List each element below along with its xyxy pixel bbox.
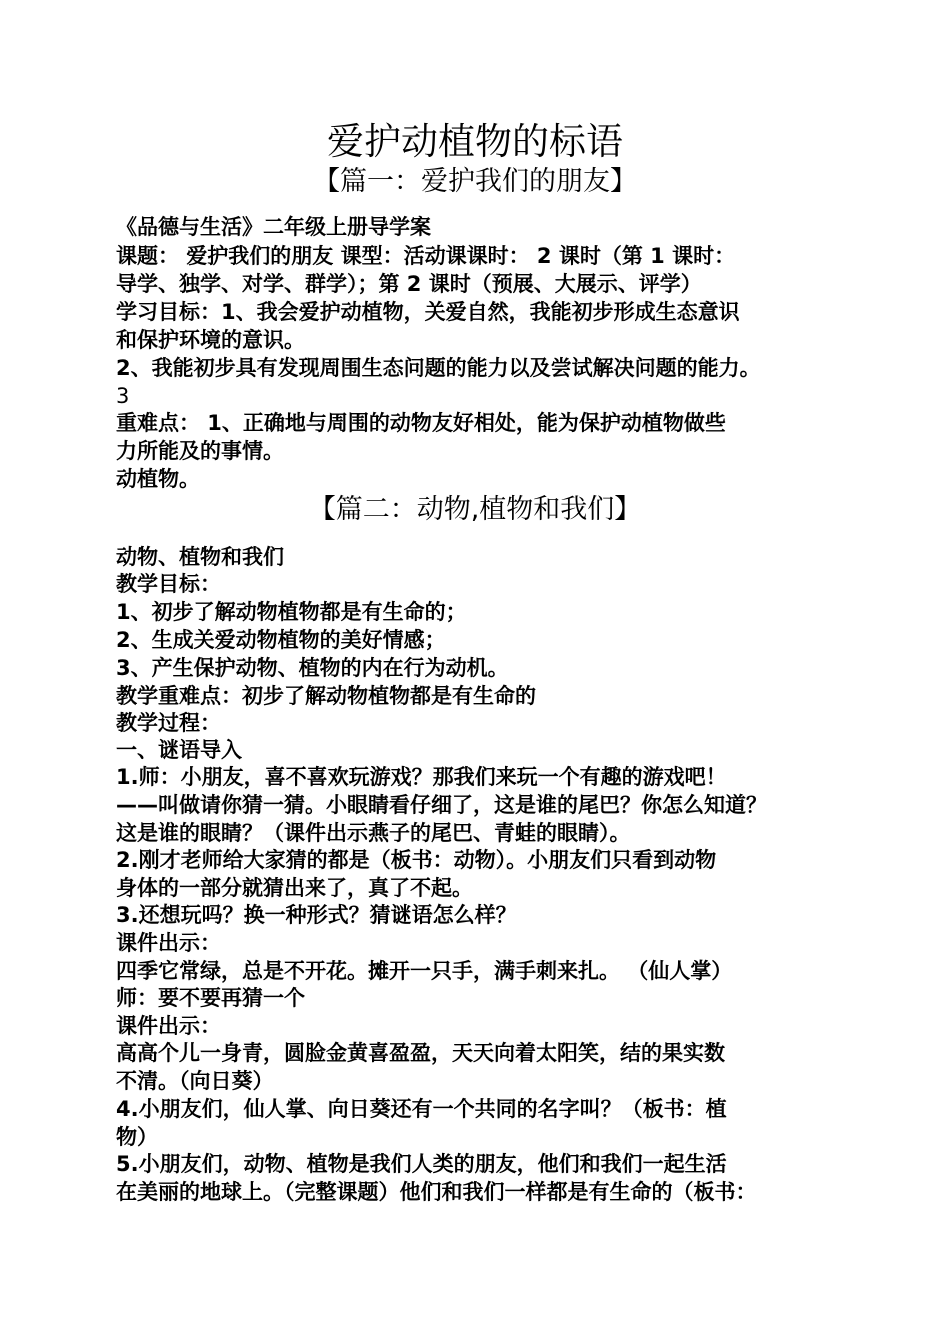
text-line: 1.师：小朋友，喜不喜欢玩游戏？那我们来玩一个有趣的游戏吧！ [116,765,727,789]
text-line: 动植物。 [116,467,200,491]
text-line: 力所能及的事情。 [116,439,284,463]
text-line: 2、我能初步具有发现周围生态问题的能力以及尝试解决问题的能力。 [116,356,761,380]
text-line: 教学目标： [116,572,221,596]
text-line: 高高个儿一身青，圆脸金黄喜盈盈，天天向着太阳笑，结的果实数 [116,1041,725,1065]
text-line: 课件出示： [116,1014,221,1038]
section-heading-1: 【篇一：爱护我们的朋友】 [313,166,637,197]
text-line: 物） [116,1125,158,1149]
text-line: 课件出示： [116,931,221,955]
text-line: 动物、植物和我们 [116,545,284,569]
text-line: 3 [116,384,130,408]
text-line: 教学重难点：初步了解动物植物都是有生命的 [116,684,536,708]
text-line: 在美丽的地球上。（完整课题）他们和我们一样都是有生命的（板书： [116,1180,757,1204]
text-line: 4.小朋友们，仙人掌、向日葵还有一个共同的名字叫？（板书：植 [116,1097,727,1121]
text-line: 一、谜语导入 [116,738,242,762]
text-line: 和保护环境的意识。 [116,328,305,352]
text-line: 导学、独学、对学、群学）；第 2 课时（预展、大展示、评学） [116,272,702,296]
text-line: 身体的一部分就猜出来了，真了不起。 [116,876,473,900]
section-heading-2: 【篇二：动物,植物和我们】 [308,494,642,525]
document-title: 爱护动植物的标语 [327,120,623,163]
text-line: 课题： 爱护我们的朋友 课型：活动课课时： 2 课时（第 1 课时： [116,244,736,268]
text-line: 师：要不要再猜一个 [116,986,305,1010]
text-line: ——叫做请你猜一猜。小眼睛看仔细了，这是谁的尾巴？你怎么知道？ [116,793,767,817]
text-line: 这是谁的眼睛？（课件出示燕子的尾巴、青蛙的眼睛）。 [116,821,631,845]
text-line: 教学过程： [116,711,221,735]
text-line: 四季它常绿，总是不开花。摊开一只手，满手刺来扎。 （仙人掌） [116,959,733,983]
text-line: 3、产生保护动物、植物的内在行为动机。 [116,656,509,680]
text-line: 《品德与生活》二年级上册导学案 [116,215,431,239]
text-line: 不清。（向日葵） [116,1069,274,1093]
text-line: 重难点： 1、正确地与周围的动物友好相处，能为保护动植物做些 [116,411,726,435]
text-line: 2、生成关爱动物植物的美好情感； [116,628,446,652]
text-line: 1、初步了解动物植物都是有生命的； [116,600,467,624]
text-line: 学习目标：1、我会爱护动植物，关爱自然，我能初步形成生态意识 [116,300,740,324]
text-line: 2.刚才老师给大家猜的都是（板书：动物）。小朋友们只看到动物 [116,848,717,872]
text-line: 3.还想玩吗？换一种形式？猜谜语怎么样？ [116,903,517,927]
text-line: 5.小朋友们，动物、植物是我们人类的朋友，他们和我们一起生活 [116,1152,727,1176]
